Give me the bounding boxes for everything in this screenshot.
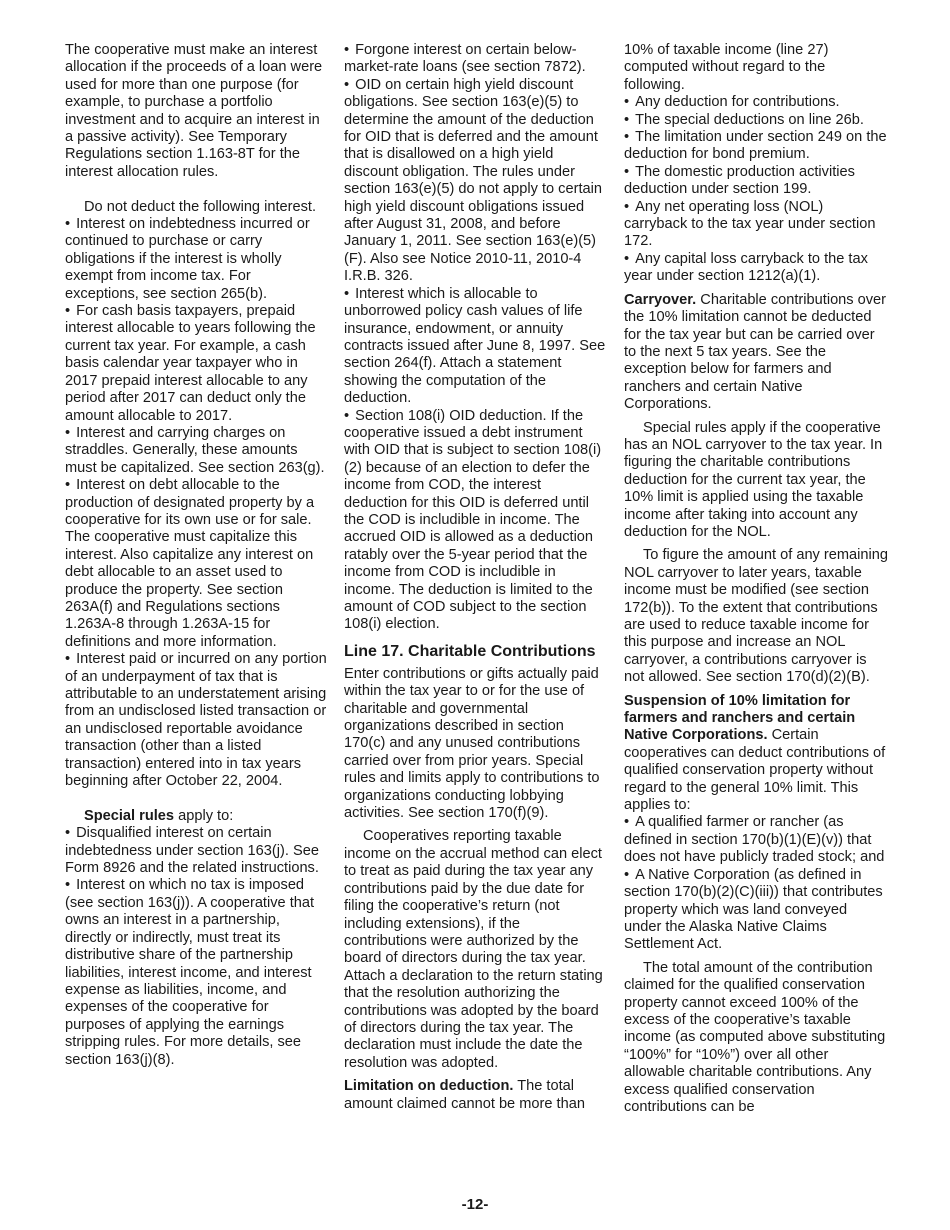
- paragraph: Enter contributions or gifts actually paid within the tax year to or for the use of charitable and governmental organizations described in section 170(c) and any unused contributions carried over from prior years. Special rules and limits apply to contributions to organizations conducting lobbying activities. See section 170(f)(9).: [344, 665, 600, 822]
- paragraph: To figure the amount of any remaining NOL carryover to later years, taxable income must be modified (see section 172(b)). To the extent that contributions are used to reduce taxable income for this purpose and increase an NOL carryover, a contributions carryover is not allowed. See section 170(d)(2)(B).: [624, 547, 888, 686]
- bullet-item: • Any capital loss carryback to the tax year under section 1212(a)(1).: [624, 251, 888, 286]
- run-in-heading: Suspension of 10% limitation for farmers and ranchers and certain Native Corporations.: [624, 692, 856, 744]
- bullet-item: • Any net operating loss (NOL) carryback to the tax year under section 172.: [624, 199, 888, 251]
- bullet-item: • Any deduction for contributions.: [624, 94, 888, 111]
- run-in-heading: Special rules: [84, 807, 175, 824]
- bullet-item: • Section 108(i) OID deduction. If the cooperative issued a debt instrument with OID that is subject to section 108(i)(2) because of an election to defer the income from COD, the interest deduction for this OID is deferred until the COD is includible in income. The accrued OID is allowed as a deduction ratably over the 5-year period that the income from COD is includible in income. The deduction is limited to the amount of COD subject to the section 108(i) election.: [344, 408, 606, 634]
- bullet-item: • The special deductions on line 26b.: [624, 112, 888, 129]
- paragraph: Cooperatives reporting taxable income on the accrual method can elect to treat as paid during the tax year any contributions paid by the due date for filing the cooperative’s return (not including extensions), if the contributions were authorized by the board of directors during the tax year. Attach a declaration to the return stating that the resolution authorizing the contributions was adopted by the board of directors during the tax year. The declaration must include the date the resolution was adopted.: [344, 828, 603, 1071]
- paragraph: The total amount of the contribution claimed for the qualified conservation property cannot exceed 100% of the excess of the cooperative’s taxable income (as computed above substituting “100%” for “10%”) over all other allowable charitable contributions. Any excess qualified conservation contributions can be: [624, 959, 886, 1115]
- column-3: [624, 42, 888, 1116]
- paragraph: [65, 808, 327, 825]
- bullet-item: • OID on certain high yield discount obligations. See section 163(e)(5) to determine the amount of the deduction for OID that is deferred and the amount that is disallowed on a high yield discount obligation. The rules under section 163(e)(5) do not apply to certain high yield discount obligations issued after August 31, 2008, and before January 1, 2011. See section 163(e)(5)(F). Also see Notice 2010-11, 2010-4 I.R.B. 326.: [344, 77, 606, 286]
- column-2: [344, 42, 606, 1113]
- bullet-item: • Interest and carrying charges on straddles. Generally, these amounts must be capitalized. See section 263(g).: [65, 425, 327, 477]
- bullet-item: • Forgone interest on certain below-market-rate loans (see section 7872).: [344, 42, 606, 77]
- paragraph-text: Certain cooperatives can deduct contributions of qualified conservation property without regard to the general 10% limit. This applies to:: [624, 727, 886, 814]
- bullet-item: • The domestic production activities deduction under section 199.: [624, 164, 888, 199]
- paragraph: [624, 693, 888, 815]
- paragraph: Special rules apply if the cooperative has an NOL carryover to the tax year. In figuring the charitable contributions deduction for the current tax year, the 10% limit is applied using the taxable income after taking into account any deduction for the NOL.: [624, 419, 883, 540]
- section-heading: Line 17. Charitable Contributions: [344, 642, 596, 660]
- bullet-item: • Disqualified interest on certain indebtedness under section 163(j). See Form 8926 and the related instructions.: [65, 825, 327, 877]
- bullet-item: • Interest paid or incurred on any portion of an underpayment of tax that is attributable to an understatement arising from an undisclosed listed transaction or an undisclosed reportable avoidance transaction (other than a listed transaction) entered into in tax years beginning after October 22, 2004.: [65, 651, 327, 790]
- bullet-item: • Interest on debt allocable to the production of designated property by a cooperative for its own use or for sale. The cooperative must capitalize this interest. Also capitalize any interest on debt allocable to an asset used to produce the property. See section 263A(f) and Regulations sections 1.263A-8 through 1.263A-15 for definitions and more information.: [65, 477, 327, 651]
- page-number: -12-: [461, 1196, 489, 1213]
- bullet-item: • Interest on which no tax is imposed (see section 163(j)). A cooperative that owns an interest in a partnership, directly or indirectly, must treat its distributive share of the partnership liabilities, interest income, and interest expense as liabilities, income, and expenses of the cooperative for purposes of applying the earnings stripping rules. For more details, see section 163(j)(8).: [65, 877, 327, 1068]
- paragraph: [344, 1078, 606, 1113]
- run-in-heading: Limitation on deduction.: [344, 1078, 514, 1095]
- paragraph-text: The total amount claimed cannot be more than: [344, 1078, 585, 1112]
- run-in-heading: Carryover.: [624, 291, 697, 308]
- bullet-item: • Interest which is allocable to unborrowed policy cash values of life insurance, endowment, or annuity contracts issued after June 8, 1997. See section 264(f). Attach a statement showing the computation of the deduction.: [344, 286, 606, 408]
- column-1: [65, 42, 327, 1069]
- bullet-item: • Interest on indebtedness incurred or continued to purchase or carry obligations if the interest is wholly exempt from income tax. For exceptions, see section 265(b).: [65, 216, 327, 303]
- bullet-item: • A qualified farmer or rancher (as defined in section 170(b)(1)(E)(v)) that does not have publicly traded stock; and: [624, 814, 888, 866]
- paragraph: The cooperative must make an interest allocation if the proceeds of a loan were used for more than one purpose (for example, to purchase a portfolio investment and to acquire an interest in a passive activity). See Temporary Regulations section 1.163-8T for the interest allocation rules.: [65, 42, 323, 180]
- paragraph: Do not deduct the following interest.: [84, 198, 317, 215]
- bullet-item: • The limitation under section 249 on the deduction for bond premium.: [624, 129, 888, 164]
- bullet-item: • For cash basis taxpayers, prepaid interest allocable to years following the current tax year. For example, a cash basis calendar year taxpayer who in 2017 prepaid interest allocable to any period after 2017 can deduct only the amount allocable to 2017.: [65, 303, 327, 425]
- paragraph: [624, 292, 888, 414]
- bullet-item: • A Native Corporation (as defined in section 170(b)(2)(C)(iii)) that contributes property which was land conveyed under the Alaska Native Claims Settlement Act.: [624, 867, 888, 954]
- paragraph-text: Charitable contributions over the 10% limitation cannot be deducted for the tax year but can be carried over to the next 5 tax years. See the exception below for farmers and ranchers and certain Native Corporations.: [624, 291, 887, 413]
- paragraph-text: apply to:: [174, 807, 234, 824]
- paragraph: 10% of taxable income (line 27) computed without regard to the following.: [624, 42, 829, 93]
